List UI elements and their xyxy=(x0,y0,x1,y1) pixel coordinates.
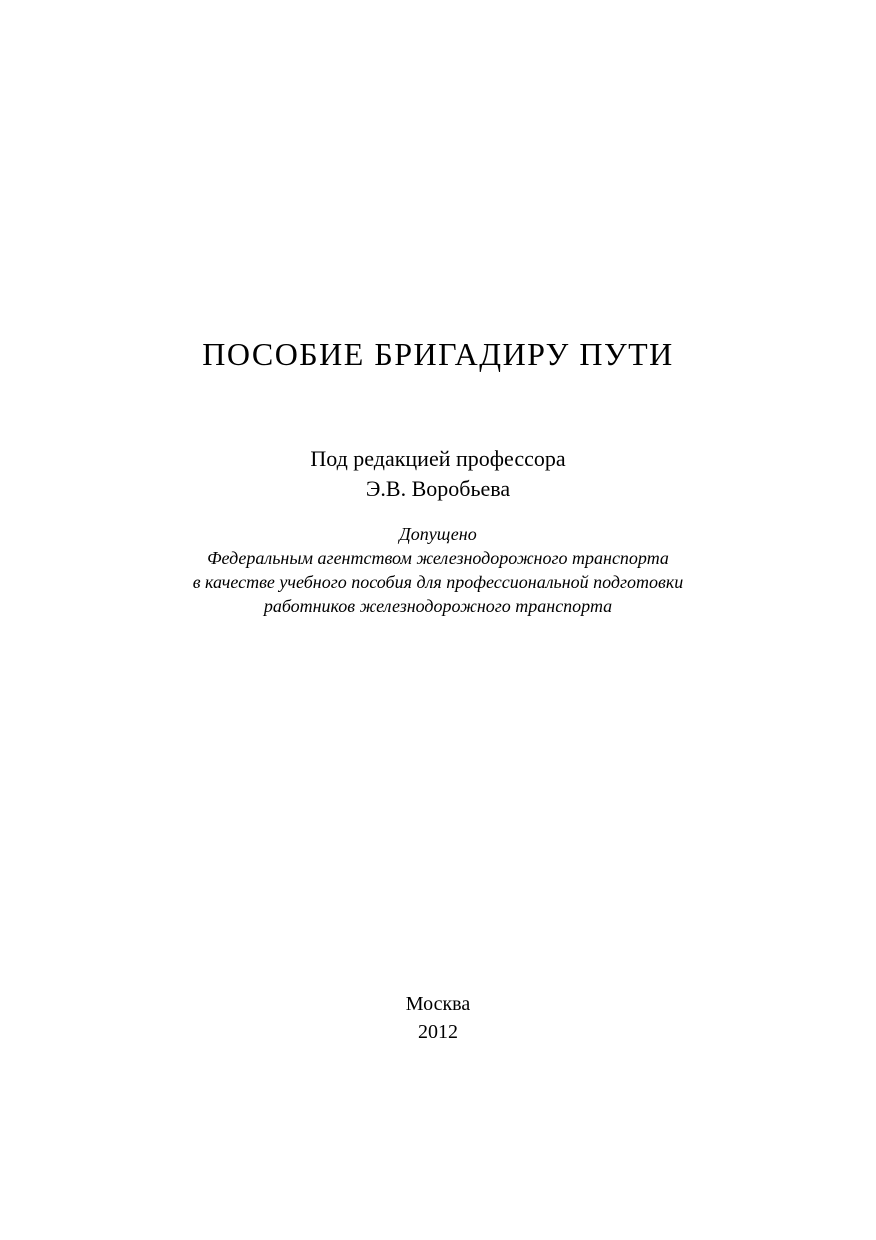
editor-name: Э.В. Воробьева xyxy=(365,476,511,501)
approval-line-2: Федеральным агентством железнодорожного транспорта xyxy=(207,548,669,568)
publication-year: 2012 xyxy=(418,1021,458,1043)
editor-block xyxy=(0,444,876,504)
approval-block xyxy=(0,522,876,618)
imprint-block xyxy=(0,990,876,1046)
editor-line: Под редакцией профессора xyxy=(310,446,566,471)
publication-city: Москва xyxy=(405,993,471,1015)
book-title: ПОСОБИЕ БРИГАДИРУ ПУТИ xyxy=(202,336,674,372)
approval-line-1: Допущено xyxy=(399,524,477,544)
approval-line-4: работников железнодорожного транспорта xyxy=(263,596,613,616)
approval-line-3: в качестве учебного пособия для профессиональной подготовки xyxy=(192,572,684,592)
